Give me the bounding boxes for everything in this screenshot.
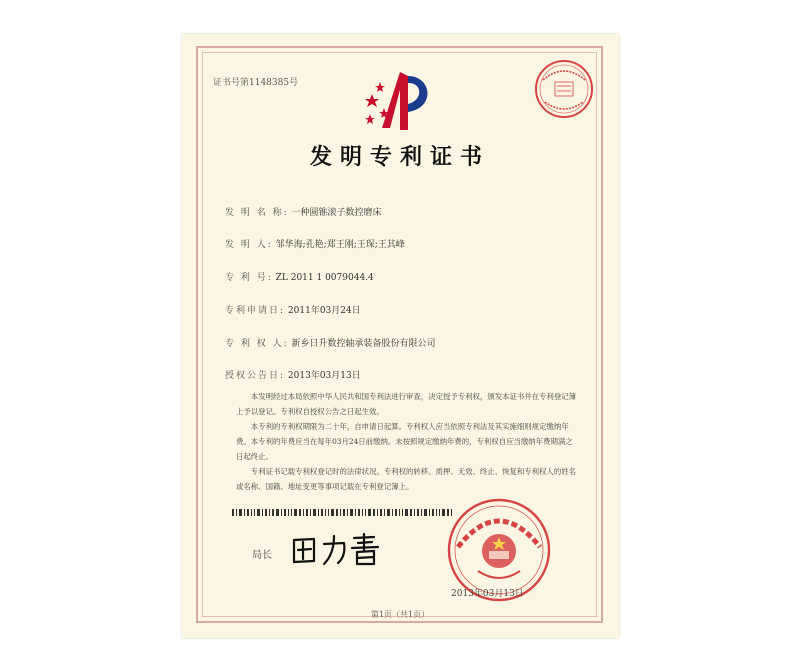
- field-invention-name: [225, 205, 382, 218]
- field-application-date: [225, 303, 361, 316]
- patent-office-logo-icon: [362, 68, 442, 138]
- director-label: 局长: [252, 550, 272, 561]
- body-paragraph: 专利证书记载专利权登记时的法律状况。专利权的转移、质押、无效、终止、恢复和专利权人的姓名或名称、国籍、地址变更等事项记载在专利登记簿上。: [236, 467, 576, 491]
- field-label: 授权公告日:: [225, 371, 286, 381]
- certificate-title: 发明专利证书: [309, 144, 490, 170]
- field-label: 专利申请日:: [225, 306, 286, 316]
- field-grant-announcement-date: [225, 368, 361, 381]
- page-indicator: 第1页（共1页）: [370, 610, 430, 619]
- field-label: 专 利 权 人:: [225, 339, 289, 349]
- field-value: 2013年03月13日: [287, 371, 361, 381]
- field-value: 邹华海;孔艳;郑王刚;王琛;王其峰: [275, 240, 405, 250]
- field-label: 发 明 人:: [225, 240, 273, 250]
- field-value: ZL 2011 1 0079044.4: [275, 273, 374, 283]
- field-value: 新乡日升数控轴承装备股份有限公司: [291, 339, 436, 349]
- barcode: [232, 509, 452, 516]
- field-patent-number: [225, 270, 374, 283]
- director-signature: [288, 530, 388, 570]
- patent-office-seal-icon: [533, 58, 595, 120]
- field-value: 一种圆锥滚子数控磨床: [291, 208, 382, 218]
- field-label: 发 明 名 称:: [225, 208, 289, 218]
- issue-date: 2013年03月13日: [451, 589, 524, 599]
- field-inventor: [225, 237, 405, 250]
- body-paragraph: 本专利的专利权期限为二十年，自申请日起算。专利权人应当依照专利法及其实施细则规定缴纳年费。本专利的年费应当在每年03月24日前缴纳。未按照规定缴纳年费的，专利权自应当缴纳年费期满之日起终止。: [236, 422, 573, 461]
- body-paragraph: 本发明经过本局依照中华人民共和国专利法进行审查，决定授予专利权，颁发本证书并在专利登记簿上予以登记。专利权自授权公告之日起生效。: [236, 392, 576, 416]
- field-patentee: [225, 336, 436, 349]
- certificate-number: 证书号第1148385号: [213, 78, 299, 88]
- field-label: 专 利 号:: [225, 273, 273, 283]
- certificate-body: [236, 389, 576, 494]
- field-value: 2011年03月24日: [287, 306, 361, 316]
